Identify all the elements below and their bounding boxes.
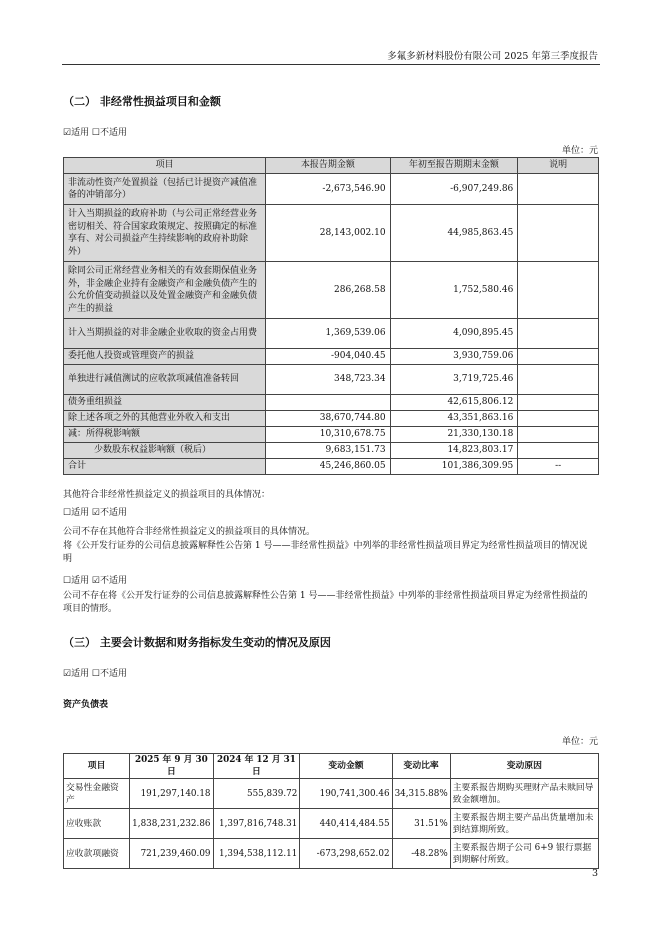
row-item: 应收账款 <box>64 809 130 839</box>
nonrecurring-table <box>63 157 599 475</box>
other-applicable: ☐适用 ☑不适用 <box>63 508 127 518</box>
row-item: 减：所得税影响额 <box>64 427 266 443</box>
page-number: 3 <box>591 868 598 879</box>
col-item: 项目 <box>64 158 266 174</box>
row-total: 合计 <box>64 459 266 475</box>
row-change: 440,414,484.55 <box>300 809 392 839</box>
row-current: 9,683,151.73 <box>266 443 390 459</box>
col-current: 本报告期金额 <box>266 158 390 174</box>
row-ytd: 3,930,759.06 <box>390 349 518 365</box>
row-item: 非流动性资产处置损益（包括已计提资产减值准备的冲销部分） <box>64 174 266 205</box>
row-reason: 主要系报告期购买理财产品未赎回导致金额增加。 <box>450 779 598 809</box>
row-item: 应收款项融资 <box>64 839 130 869</box>
row-note <box>518 174 599 205</box>
other-text: 公司不存在其他符合非经常性损益定义的损益项目的具体情况。 <box>63 527 316 537</box>
section3-title: （三） 主要会计数据和财务指标发生变动的情况及原因 <box>63 636 331 649</box>
row-item: 计入当期损益的政府补助（与公司正常经营业务密切相关、符合国家政策规定、按照确定的标准享有、对公司损益产生持续影响的政府补助除外） <box>64 205 266 262</box>
col-reason: 变动原因 <box>450 754 598 779</box>
row-item: 债务重组损益 <box>64 395 266 411</box>
row-current: 38,670,744.80 <box>266 411 390 427</box>
row-2024: 555,839.72 <box>213 779 300 809</box>
reclass-title: 将《公开发行证券的公司信息披露解释性公告第 1 号——非经常性损益》中列举的非经常性损益项目界定为经常性损益项目的情况说明 <box>63 541 588 564</box>
section3-applicable: ☑适用 ☐不适用 <box>63 669 127 679</box>
row-2024: 1,394,538,112.11 <box>213 839 300 869</box>
col-ytd: 年初至报告期期末金额 <box>390 158 518 174</box>
row-note <box>518 319 599 349</box>
row-change: -673,298,652.02 <box>300 839 392 869</box>
row-note <box>518 205 599 262</box>
row-item: 委托他人投资或管理资产的损益 <box>64 349 266 365</box>
balance-change-table <box>63 753 599 869</box>
row-note <box>518 411 599 427</box>
row-ratio: 31.51% <box>392 809 450 839</box>
row-note <box>518 349 599 365</box>
section2-title: （二） 非经常性损益项目和金额 <box>63 95 221 108</box>
row-change: 190,741,300.46 <box>300 779 392 809</box>
row-ytd: 42,615,806.12 <box>390 395 518 411</box>
row-ytd: 21,330,130.18 <box>390 427 518 443</box>
row-ytd: 101,386,309.95 <box>390 459 518 475</box>
col-note: 说明 <box>518 158 599 174</box>
col-2024: 2024 年 12 月 31 日 <box>213 754 300 779</box>
row-current: 286,268.58 <box>266 262 390 319</box>
row-item: 计入当期损益的对非金融企业收取的资金占用费 <box>64 319 266 349</box>
row-ytd: 43,351,863.16 <box>390 411 518 427</box>
section2-unit: 单位：元 <box>561 146 598 156</box>
row-ytd: 14,823,803.17 <box>390 443 518 459</box>
row-ytd: 4,090,895.45 <box>390 319 518 349</box>
row-item: 少数股东权益影响额（税后） <box>64 443 266 459</box>
header-rule <box>62 64 600 65</box>
section3-unit: 单位：元 <box>561 737 598 747</box>
page-header: 多氟多新材料股份有限公司 2025 年第三季度报告 <box>387 51 598 62</box>
row-2025: 191,297,140.18 <box>130 779 213 809</box>
col-ratio: 变动比率 <box>392 754 450 779</box>
col-item: 项目 <box>64 754 130 779</box>
other-definition-label: 其他符合非经常性损益定义的损益项目的具体情况： <box>63 490 271 500</box>
col-change: 变动金额 <box>300 754 392 779</box>
row-current: -904,040.45 <box>266 349 390 365</box>
row-current: 348,723.34 <box>266 365 390 395</box>
row-reason: 主要系报告期主要产品出货量增加未到结算期所致。 <box>450 809 598 839</box>
reclass-text: 公司不存在将《公开发行证券的公司信息披露解释性公告第 1 号——非经常性损益》中列举的非经常性损益项目界定为经常性损益的项目的情形。 <box>63 591 588 614</box>
row-ytd: 1,752,580.46 <box>390 262 518 319</box>
row-item: 除上述各项之外的其他营业外收入和支出 <box>64 411 266 427</box>
row-ratio: -48.28% <box>392 839 450 869</box>
row-current: -2,673,546.90 <box>266 174 390 205</box>
row-ratio: 34,315.88% <box>392 779 450 809</box>
reclass-applicable: ☐适用 ☑不适用 <box>63 576 127 586</box>
row-note <box>518 395 599 411</box>
section2-applicable: ☑适用 ☐不适用 <box>63 128 127 138</box>
row-2024: 1,397,816,748.31 <box>213 809 300 839</box>
row-2025: 1,838,231,232.86 <box>130 809 213 839</box>
col-2025: 2025 年 9 月 30 日 <box>130 754 213 779</box>
row-item: 交易性金融资产 <box>64 779 130 809</box>
row-ytd: 44,985,863.45 <box>390 205 518 262</box>
row-item: 除同公司正常经营业务相关的有效套期保值业务外，非金融企业持有金融资产和金融负债产生的公允价值变动损益以及处置金融资产和金融负债产生的损益 <box>64 262 266 319</box>
row-ytd: 3,719,725.46 <box>390 365 518 395</box>
row-reason: 主要系报告期子公司 6+9 银行票据到期解付所致。 <box>450 839 598 869</box>
row-2025: 721,239,460.09 <box>130 839 213 869</box>
row-current: 1,369,539.06 <box>266 319 390 349</box>
row-note <box>518 443 599 459</box>
row-note <box>518 365 599 395</box>
row-current <box>266 395 390 411</box>
row-note <box>518 427 599 443</box>
row-current: 28,143,002.10 <box>266 205 390 262</box>
row-note <box>518 262 599 319</box>
balance-sheet-title: 资产负债表 <box>63 700 109 710</box>
row-current: 45,246,860.05 <box>266 459 390 475</box>
row-item: 单独进行减值测试的应收款项减值准备转回 <box>64 365 266 395</box>
row-ytd: -6,907,249.86 <box>390 174 518 205</box>
row-current: 10,310,678.75 <box>266 427 390 443</box>
row-note: -- <box>518 459 599 475</box>
